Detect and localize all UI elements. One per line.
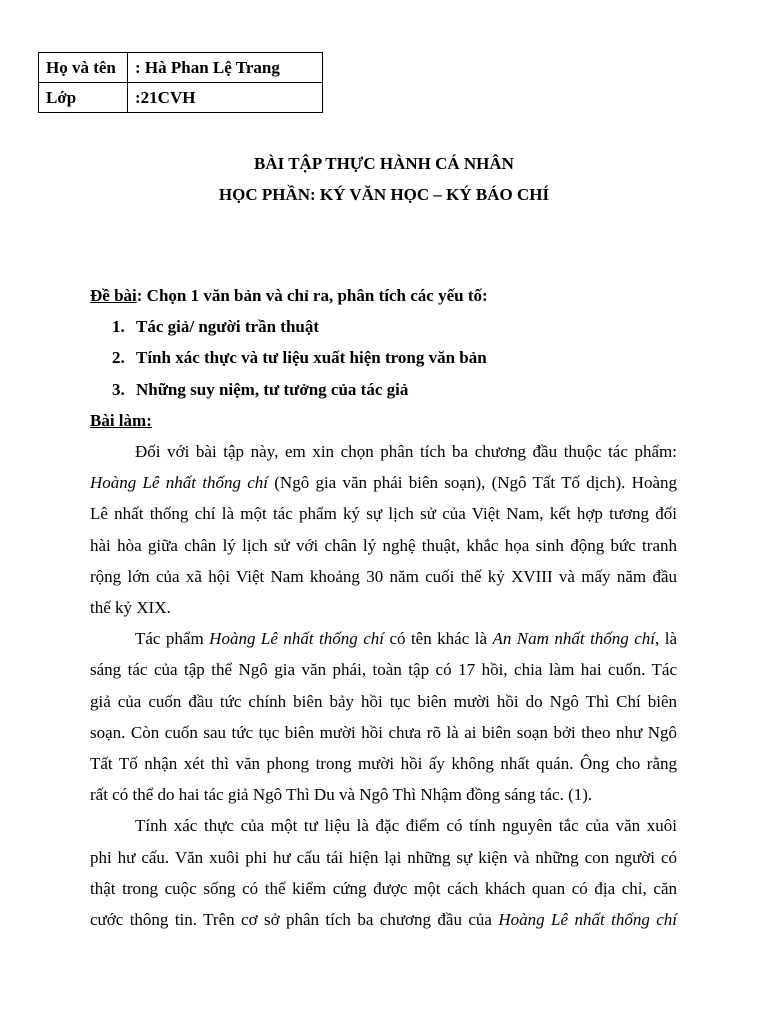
document-subtitle: HỌC PHẦN: KÝ VĂN HỌC – KÝ BÁO CHÍ — [218, 185, 550, 204]
student-info-table — [38, 52, 323, 113]
paragraph-line: Tất Tố nhận xét thì văn phong trong mười hồi ấy không nhất quán. Ông cho rằng — [90, 754, 677, 774]
work-alt-title: An Nam nhất thống chí — [492, 629, 656, 649]
name-label: Họ và tên — [39, 53, 128, 83]
paragraph-line: Lê nhất thống chí là một tác phẩm ký sự lịch sử của Việt Nam, kết hợp tương đối — [90, 504, 677, 524]
list-item — [90, 342, 677, 373]
paragraph-line — [90, 904, 677, 935]
list-item-number: 2. — [112, 348, 125, 368]
paragraph-line: rộng lớn của xã hội Việt Nam khoảng 30 năm cuối thế kỷ XVIII và mấy năm đầu — [90, 566, 677, 586]
paragraph-line: soạn. Còn cuốn sau tức tục biên mười hồi chưa rõ là ai biên soạn bởi theo như Ngô — [90, 722, 677, 742]
answer-heading: Bài làm: — [90, 410, 152, 430]
work-title: Hoàng Lê nhất thống chí — [498, 910, 677, 930]
class-label: Lớp — [39, 83, 128, 113]
paragraph-line-text: Tác phẩm — [135, 629, 210, 649]
list-item — [90, 311, 677, 342]
paragraph-line: rất có thể do hai tác giả Ngô Thì Du và Ngô Thì Nhậm đồng sáng tác. (1). — [90, 785, 593, 805]
paragraph-line: thật trong cuộc sống có thể kiểm cứng được một cách khách quan có địa chỉ, căn — [90, 878, 677, 898]
paragraph-line-text: , là — [655, 629, 677, 649]
paragraph-line-text: có tên khác là — [384, 629, 493, 649]
list-item-text: Tác giả/ người trần thuật — [136, 317, 320, 337]
paragraph-line: giả của cuốn đầu tức chính biên bảy hồi tục biên mười hồi do Ngô Thì Chí biên — [90, 691, 677, 711]
list-item — [90, 374, 677, 405]
paragraph-line: phi hư cấu. Văn xuôi phi hư cấu tái hiện lại những sự kiện và những con người có — [90, 847, 677, 867]
assignment-label: Đề bài — [90, 286, 137, 305]
paragraph-line: thế kỷ XIX. — [90, 598, 171, 618]
paragraph-line: hài hòa giữa chân lý lịch sử với chân lý nghệ thuật, khắc họa sinh động bức tranh — [90, 535, 677, 555]
assignment-prompt — [90, 280, 677, 311]
assignment-text: : Chọn 1 văn bản và chỉ ra, phân tích các yếu tố: — [136, 286, 488, 305]
list-item-text: Những suy niệm, tư tưởng của tác giả — [136, 379, 409, 399]
paragraph-line: Đối với bài tập này, em xin chọn phân tích ba chương đầu thuộc tác phẩm: — [135, 442, 677, 462]
work-title: Hoàng Lê nhất thống chí — [90, 473, 268, 493]
task-list — [90, 311, 677, 405]
paragraph-line-text: (Ngô gia văn phái biên soạn), (Ngô Tất Tố dịch). Hoàng — [268, 473, 677, 493]
work-title: Hoàng Lê nhất thống chí — [209, 629, 384, 649]
paragraph-line: Tính xác thực của một tư liệu là đặc điểm có tính nguyên tắc của văn xuôi — [135, 816, 677, 836]
table-row — [39, 53, 323, 83]
table-row — [39, 83, 323, 113]
class-value: :21CVH — [128, 83, 323, 113]
paragraph-2 — [90, 623, 677, 810]
name-value: : Hà Phan Lệ Trang — [128, 53, 323, 83]
paragraph-3 — [90, 810, 677, 935]
paragraph-line — [90, 467, 677, 498]
list-item-number: 1. — [112, 317, 125, 337]
document-title: BÀI TẬP THỰC HÀNH CÁ NHÂN — [254, 154, 514, 173]
list-item-number: 3. — [112, 379, 125, 399]
paragraph-line — [90, 623, 677, 654]
list-item-text: Tính xác thực và tư liệu xuất hiện trong văn bản — [136, 348, 487, 368]
document-body — [90, 280, 677, 935]
paragraph-line: sáng tác của tập thể Ngô gia văn phái, toàn tập có 17 hồi, chia làm hai cuốn. Tác — [90, 660, 677, 680]
paragraph-line-text: cước thông tin. Trên cơ sở phân tích ba chương đầu của — [90, 910, 499, 930]
paragraph-1 — [90, 436, 677, 623]
